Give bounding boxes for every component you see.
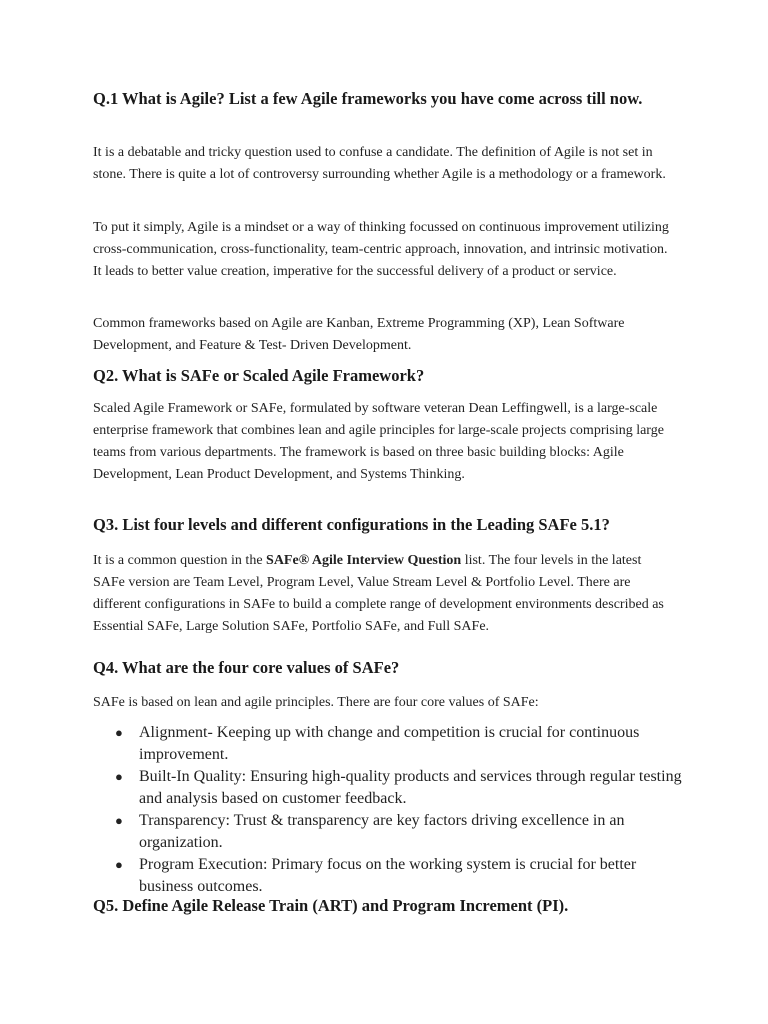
q4-intro: SAFe is based on lean and agile principles. There are four core values of SAFe: — [93, 695, 539, 710]
bullet-icon: ● — [115, 857, 123, 872]
q4-heading: Q4. What are the four core values of SAFe? — [93, 658, 400, 677]
core-values-list — [93, 722, 683, 898]
q2-heading: Q2. What is SAFe or Scaled Agile Framework? — [93, 366, 425, 385]
q1-paragraph-3: Common frameworks based on Agile are Kanban, Extreme Programming (XP), Lean Software Development, and Feature & Test- Driven Development. — [93, 316, 625, 353]
list-item — [93, 766, 683, 810]
core-value-program-execution: Program Execution: Primary focus on the working system is crucial for better business outcomes. — [139, 856, 637, 895]
q5-heading: Q5. Define Agile Release Train (ART) and Program Increment (PI). — [93, 896, 569, 915]
q1-paragraph-2: To put it simply, Agile is a mindset or a way of thinking focussed on continuous improvement utilizing cross-communication, cross-functionality, team-centric approach, innovation, and intrinsic motivation. It leads to better value creation, imperative for the successful delivery of a product or service. — [93, 220, 669, 279]
core-value-alignment: Alignment- Keeping up with change and competition is crucial for continuous improvement. — [139, 724, 640, 763]
bullet-icon: ● — [115, 769, 123, 784]
safe-interview-question-bold: SAFe® Agile Interview Question — [266, 553, 462, 568]
q2-paragraph: Scaled Agile Framework or SAFe, formulated by software veteran Dean Leffingwell, is a large-scale enterprise framework that combines lean and agile principles for large-scale projects comprising large teams from various departments. The framework is based on three basic building blocks: Agile Development, Lean Product Development, and Systems Thinking. — [93, 401, 664, 482]
q3-paragraph-start: It is a common question in the — [93, 553, 267, 568]
q1-paragraph-1: It is a debatable and tricky question used to confuse a candidate. The definition of Agile is not set in stone. There is quite a lot of controversy surrounding whether Agile is a methodology or a framework. — [93, 145, 666, 182]
q1-heading: Q.1 What is Agile? List a few Agile frameworks you have come across till now. — [93, 89, 643, 108]
q3-paragraph — [93, 550, 673, 638]
core-value-transparency: Transparency: Trust & transparency are key factors driving excellence in an organization. — [139, 812, 625, 851]
list-item — [93, 810, 683, 854]
list-item — [93, 854, 683, 898]
list-item — [93, 722, 683, 766]
q3-heading: Q3. List four levels and different configurations in the Leading SAFe 5.1? — [93, 515, 610, 534]
bullet-icon: ● — [115, 725, 123, 740]
bullet-icon: ● — [115, 813, 123, 828]
core-value-built-in-quality: Built-In Quality: Ensuring high-quality products and services through regular testing and analysis based on customer feedback. — [139, 768, 682, 807]
q3-paragraph-end: list. The four levels in the latest SAFe version are Team Level, Program Level, Value Stream Level & Portfolio Level. There are different configurations in SAFe to build a complete range of development environments described as Essential SAFe, Large Solution SAFe, Portfolio SAFe, and Full SAFe. — [93, 553, 664, 634]
